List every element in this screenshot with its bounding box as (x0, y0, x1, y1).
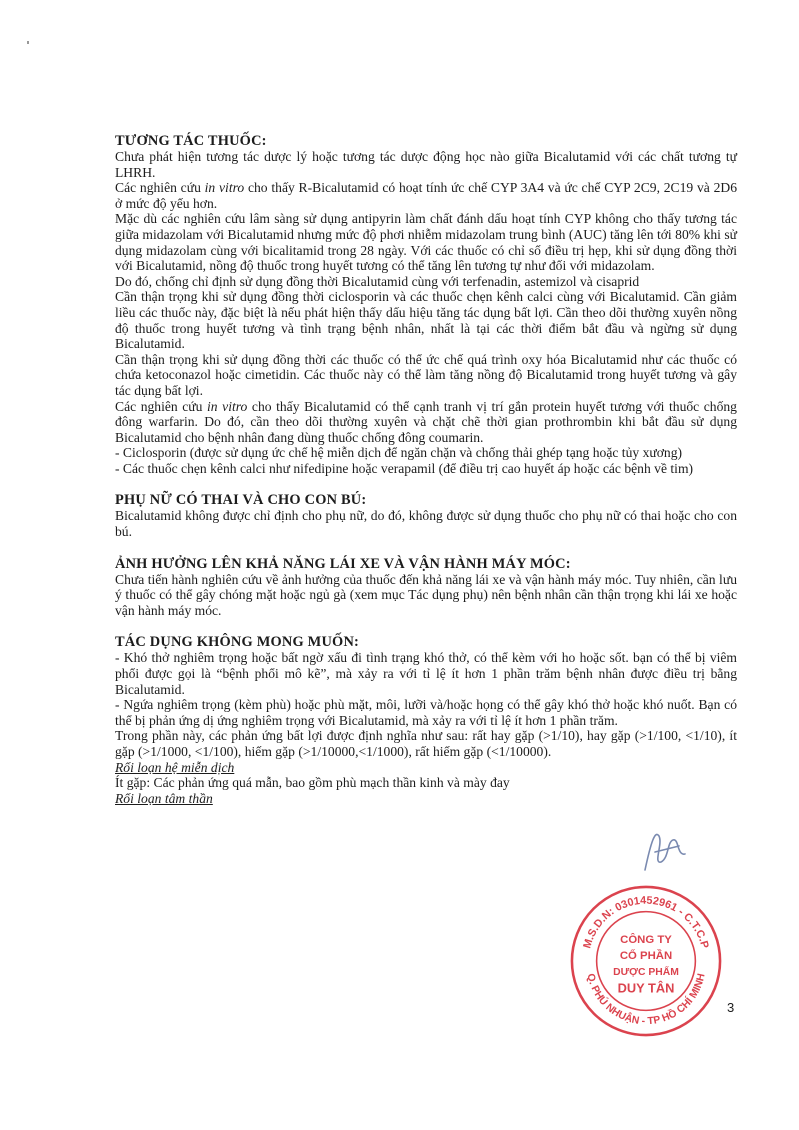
section-heading-interactions: TƯƠNG TÁC THUỐC: (115, 133, 267, 149)
section-heading-driving: ẢNH HƯỞNG LÊN KHẢ NĂNG LÁI XE VÀ VẬN HÀNH MÁY MÓC: (115, 555, 571, 572)
seal-line-1: CÔNG TY (620, 934, 672, 947)
section-heading-pregnancy: PHỤ NỮ CÓ THAI VÀ CHO CON BÚ: (115, 492, 367, 509)
signature-icon (615, 812, 705, 882)
interactions-paragraph-3: Mặc dù các nghiên cứu lâm sàng sử dụng antipyrin làm chất đánh dấu hoạt tính CYP không cho thấy tương tác giữa midazolam với Bicalutamid nhưng mức độ phơi nhiễm midazolam trung bình (AUC) tăng lên tới 80% khi sử dụng midazolam cùng với bicalitamid trong 28 ngày. Với các thuốc có chỉ số điều trị hẹp, khi sử dụng đồng thời với Bicalutamid, nồng độ thuốc trong huyết tương có thể tăng lên tương tự như đối với midazolam. (115, 211, 737, 274)
side-effects-bullet-2: - Ngứa nghiêm trọng (kèm phù) hoặc phù mặt, môi, lưỡi và/hoặc họng có thể gây khó thở hoặc khó nuốt. Bạn có thể bị phản ứng dị ứng nghiêm trọng với Bicalutamid, mà xảy ra với tỉ lệ ít hơn 1 phần trăm. (115, 697, 737, 728)
text-run: cho thấy Bicalutamid có thể cạnh tranh vị trí gắn protein huyết tương với thuốc chống đông warfarin. Do đó, cần theo dõi thường xuyên và chặt chẽ thời gian prothrombin khi bắt đầu sử dụng Bicalutamid cho bệnh nhân đang dùng thuốc chống đông coumarin. (115, 398, 737, 445)
subheading-psychiatric-disorders: Rối loạn tâm thần (115, 790, 213, 806)
scan-speck (27, 41, 29, 44)
seal-line-2: CỔ PHẦN (619, 950, 673, 963)
interactions-paragraph-6: Cần thận trọng khi sử dụng đồng thời các thuốc có thể ức chế quá trình oxy hóa Bicalutamid như các thuốc có chứa ketoconazol hoặc cimetidin. Các thuốc này có thể làm tăng nồng độ Bicalutamid trong huyết tương và gây tác dụng bất lợi. (115, 351, 737, 398)
interactions-bullet-2: - Các thuốc chẹn kênh calci như nifedipine hoặc verapamil (để điều trị cao huyết áp hoặc các bệnh về tim) (115, 460, 694, 476)
text-run: cho thấy R-Bicalutamid có hoạt tính ức chế CYP 3A4 và ức chế CYP 2C9, 2C19 và 2D6 ở mức độ yếu hơn. (115, 180, 737, 211)
seal-bottom-text: Q. PHÚ NHUẬN - TP HỒ CHÍ MINH (584, 972, 708, 1028)
text-run: Các nghiên cứu (115, 180, 205, 196)
italic-term: in vitro (204, 180, 245, 196)
interactions-bullet-1: - Ciclosporin (được sử dụng ức chế hệ miễn dịch để ngăn chặn và chống thải ghép tạng hoặc tủy xương) (115, 445, 683, 461)
subheading-immune-disorders: Rối loạn hệ miễn dịch (115, 759, 235, 775)
seal-top-text: M.S.D.N: 0301452961 - C.T.C.P (581, 894, 711, 950)
section-heading-side-effects: TÁC DỤNG KHÔNG MONG MUỐN: (115, 634, 360, 651)
text-run: Các nghiên cứu (115, 398, 208, 414)
seal-line-4: DUY TÂN (617, 980, 675, 996)
interactions-paragraph-7 (115, 399, 737, 446)
page-number: 3 (727, 1000, 735, 1015)
frequency-definition: Trong phần này, các phản ứng bất lợi được định nghĩa như sau: rất hay gặp (>1/10), hay gặp (>1/100, <1/10), ít gặp (>1/1000, <1/100), hiếm gặp (>1/10000,<1/1000), rất hiếm gặp (<1/10000). (115, 728, 737, 759)
interactions-paragraph-5: Cần thận trọng khi sử dụng đồng thời ciclosporin và các thuốc chẹn kênh calci cùng với Bicalutamid. Cần giảm liều các thuốc này, đặc biệt là nếu phát hiện thấy dấu hiệu tăng tác dụng bất lợi. Cần theo dõi thường xuyên nồng độ thuốc trong huyết tương và tình trạng bệnh nhân, nhất là tại các thời điểm bắt đầu và ngừng sử dụng Bicalutamid. (115, 289, 737, 352)
driving-paragraph: Chưa tiến hành nghiên cứu về ảnh hưởng của thuốc đến khả năng lái xe và vận hành máy móc. Tuy nhiên, cần lưu ý thuốc có thể gây chóng mặt hoặc ngủ gà (xem mục Tác dụng phụ) nên bệnh nhân cần thận trọng khi lái xe hoặc vận hành máy móc. (115, 571, 737, 618)
italic-term: in vitro (207, 398, 248, 414)
document-body (115, 133, 737, 806)
seal-line-3: DƯỢC PHẨM (613, 966, 679, 978)
immune-disorders-text: Ít gặp: Các phản ứng quá mẫn, bao gồm phù mạch thần kinh và mày đay (115, 775, 510, 791)
interactions-paragraph-4: Do đó, chống chỉ định sử dụng đồng thời Bicalutamid cùng với terfenadin, astemizol và cisaprid (115, 273, 640, 289)
side-effects-bullet-1: - Khó thở nghiêm trọng hoặc bất ngờ xấu đi tình trạng khó thở, có thể kèm với ho hoặc sốt. bạn có thể bị viêm phổi được gọi là “bệnh phổi mô kẽ”, mà xảy ra với tỉ lệ ít hơn 1 phần trăm bệnh nhân được điều trị bằng Bicalutamid. (115, 650, 737, 697)
interactions-paragraph-2 (115, 180, 737, 211)
interactions-paragraph-1: Chưa phát hiện tương tác dược lý hoặc tương tác dược động học nào giữa Bicalutamid với các chất tương tự LHRH. (115, 149, 737, 180)
company-seal-icon (567, 882, 725, 1040)
pregnancy-paragraph: Bicalutamid không được chỉ định cho phụ nữ, do đó, không được sử dụng thuốc cho phụ nữ có thai hoặc cho con bú. (115, 508, 737, 540)
